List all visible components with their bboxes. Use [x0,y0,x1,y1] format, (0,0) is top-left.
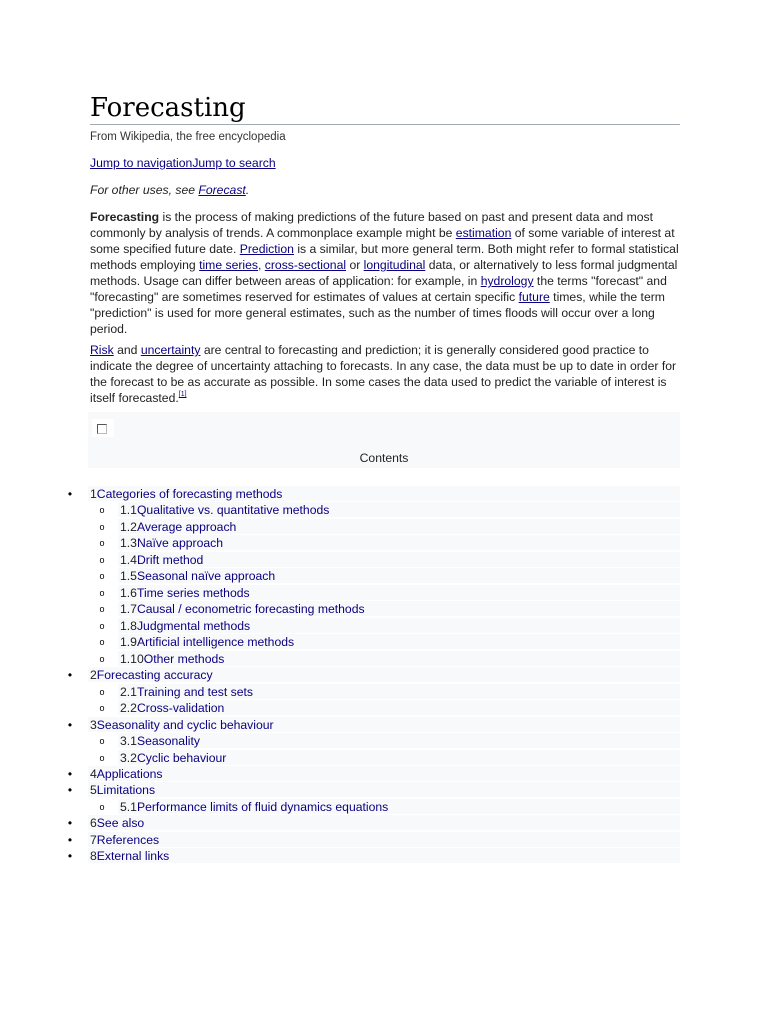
hydrology-link[interactable]: hydrology [480,274,534,288]
toc-item [0,733,768,749]
sub-bullet-icon: o [99,505,105,515]
toc-item-background [88,848,680,863]
prediction-link[interactable]: Prediction [239,242,294,256]
toc-item [0,585,768,601]
toc-number: 1.8 [120,619,137,633]
toc-item [0,618,768,634]
sub-bullet-icon: o [99,571,105,581]
toc-link[interactable] [120,535,223,551]
toc-number: 3 [90,718,97,732]
toc-number: 2.2 [120,701,137,715]
toc-text: Training and test sets [136,685,254,699]
toc-text: Time series methods [136,586,250,600]
bullet-icon: • [67,849,73,863]
toc-title: Contents [359,451,409,465]
toc-text: Forecasting accuracy [96,668,213,682]
toc-item-background [88,782,680,797]
toc-link[interactable] [120,552,203,568]
sub-bullet-icon: o [99,703,105,713]
toc-number: 1.4 [120,553,137,567]
toc-item [0,568,768,584]
sub-bullet-icon: o [99,538,105,548]
jump-to-navigation-link[interactable]: Jump to navigation [90,156,193,170]
intro-text-8: times, while the term "prediction" is used for more general estimates, such as the number of times floods will occur over a long period. [90,290,665,336]
toc-number: 5 [90,783,97,797]
bullet-icon: • [67,668,73,682]
jump-links [90,155,276,171]
toc-number: 2.1 [120,685,137,699]
toc-number: 1.5 [120,569,137,583]
sub-bullet-icon: o [99,654,105,664]
toc-item-background [88,832,680,847]
site-tagline: From Wikipedia, the free encyclopedia [90,131,286,143]
checkbox-icon [97,424,107,434]
toc-link[interactable] [90,667,213,683]
bullet-icon: • [67,487,73,501]
toc-link[interactable] [90,848,169,864]
toc-text: Drift method [136,553,204,567]
intro-text-7: the terms "forecast" and "forecasting" are sometimes reserved for estimates of values at certain specific [90,274,667,304]
toc-text: Naïve approach [136,536,223,550]
toc-item [0,535,768,551]
toc-toggle-checkbox[interactable] [92,419,114,437]
toc-text: See also [96,816,145,830]
jump-to-search-link[interactable]: Jump to search [192,156,276,170]
bullet-icon: • [67,783,73,797]
toc-text: Seasonality and cyclic behaviour [96,718,274,732]
estimation-link[interactable]: estimation [455,226,512,240]
time-series-link[interactable]: time series [199,258,258,272]
toc-number: 1.1 [120,503,137,517]
bullet-icon: • [67,816,73,830]
toc-text: Judgmental methods [136,619,251,633]
toc-header [88,412,680,468]
toc-text: Applications [96,767,163,781]
intro-paragraph [90,209,680,337]
toc-number: 1.6 [120,586,137,600]
toc-item [0,502,768,518]
toc-link[interactable] [90,766,163,782]
toc-number: 2 [90,668,97,682]
toc-text: External links [96,849,170,863]
toc-number: 1.3 [120,536,137,550]
hatnote [90,182,249,198]
intro-bold-term: Forecasting [90,210,160,224]
bullet-icon: • [67,833,73,847]
toc-link[interactable] [120,502,329,518]
toc-number: 5.1 [120,800,137,814]
toc-link[interactable] [120,799,388,815]
toc-item [0,782,768,798]
toc-link[interactable] [90,782,155,798]
toc-text: Qualitative vs. quantitative methods [136,503,330,517]
toc-number: 1.2 [120,520,137,534]
risk-paragraph [90,342,680,406]
toc-item [0,486,768,502]
toc-number: 4 [90,767,97,781]
hatnote-suffix: . [245,183,250,197]
future-link[interactable]: future [518,290,550,304]
toc-link[interactable] [90,486,282,502]
toc-number: 7 [90,833,97,847]
bullet-icon: • [67,718,73,732]
toc-number: 1.10 [120,652,144,666]
intro-text-2: of some variable of interest at some specified future date. [90,226,675,256]
cross-sectional-link[interactable]: cross-sectional [264,258,347,272]
sub-bullet-icon: o [99,802,105,812]
toc-item [0,832,768,848]
toc-text: Performance limits of fluid dynamics equations [136,800,389,814]
toc-text: Limitations [96,783,156,797]
longitudinal-link[interactable]: longitudinal [363,258,426,272]
toc-number: 1.7 [120,602,137,616]
intro-text-4: , [258,258,265,272]
toc-item [0,667,768,683]
toc-text: Seasonal naïve approach [136,569,276,583]
toc-item [0,717,768,733]
toc-link[interactable] [120,684,253,700]
intro-text-3: is a similar, but more general term. Both might refer to formal statistical methods employing [90,242,679,272]
toc-link[interactable] [120,700,224,716]
toc-link[interactable] [120,733,200,749]
toc-item [0,519,768,535]
toc-link[interactable] [120,601,365,617]
toc-number: 8 [90,849,97,863]
page-title: Forecasting [90,92,680,125]
toc-item [0,848,768,864]
toc-link[interactable] [120,568,275,584]
reference-1-link[interactable]: [1] [178,391,187,398]
toc-item [0,601,768,617]
intro-text-6: data, or alternatively to less formal judgmental methods. Usage can differ between areas of application: for example, in [90,258,678,288]
toc-item-background [88,815,680,830]
toc-text: References [96,833,160,847]
toc-link[interactable] [90,717,274,733]
sub-bullet-icon: o [99,637,105,647]
toc-number: 3.1 [120,734,137,748]
toc-link[interactable] [120,618,250,634]
toc-item [0,700,768,716]
toc-number: 1 [90,487,97,501]
toc-item [0,651,768,667]
sub-bullet-icon: o [99,588,105,598]
toc-item [0,815,768,831]
risk-text-1: and [113,343,141,357]
sub-bullet-icon: o [99,753,105,763]
risk-link[interactable]: Risk [90,343,114,357]
toc-item [0,552,768,568]
uncertainty-link[interactable]: uncertainty [140,343,201,357]
sub-bullet-icon: o [99,621,105,631]
sub-bullet-icon: o [99,555,105,565]
toc-text: Artificial intelligence methods [136,635,295,649]
intro-text-5: or [346,258,364,272]
risk-text-2: are central to forecasting and prediction; it is generally considered good practice to indicate the degree of uncertainty attaching to forecasts. In any case, the data must be up to date in order for the forecast to be as accurate as possible. In some cases the data used to predict the variable of interest is itself forecasted. [90,343,677,405]
toc-link[interactable] [120,651,224,667]
toc-text: Cross-validation [136,701,225,715]
bullet-icon: • [67,767,73,781]
toc-item-background [118,733,680,748]
sub-bullet-icon: o [99,687,105,697]
toc-text: Cyclic behaviour [136,751,227,765]
toc-number: 1.9 [120,635,137,649]
forecast-disambiguation-link[interactable]: Forecast [198,183,246,197]
toc-link[interactable] [120,634,294,650]
toc-number: 6 [90,816,97,830]
toc-text: Categories of forecasting methods [96,487,283,501]
toc-text: Seasonality [136,734,200,748]
toc-link[interactable] [90,832,159,848]
toc-text: Causal / econometric forecasting methods [136,602,365,616]
toc-item [0,634,768,650]
toc-item-background [88,766,680,781]
sub-bullet-icon: o [99,736,105,746]
toc-link[interactable] [120,519,236,535]
toc-item [0,750,768,766]
toc-item [0,684,768,700]
toc-item [0,799,768,815]
toc-text: Other methods [143,652,225,666]
hatnote-prefix: For other uses, see [90,183,199,197]
sub-bullet-icon: o [99,604,105,614]
toc-link[interactable] [120,750,226,766]
toc-number: 3.2 [120,751,137,765]
toc-link[interactable] [120,585,250,601]
toc-link[interactable] [90,815,144,831]
sub-bullet-icon: o [99,522,105,532]
toc-item [0,766,768,782]
toc-text: Average approach [136,520,237,534]
intro-text-1: is the process of making predictions of the future based on past and present data and most commonly by analysis of trends. A commonplace example might be [90,210,653,240]
